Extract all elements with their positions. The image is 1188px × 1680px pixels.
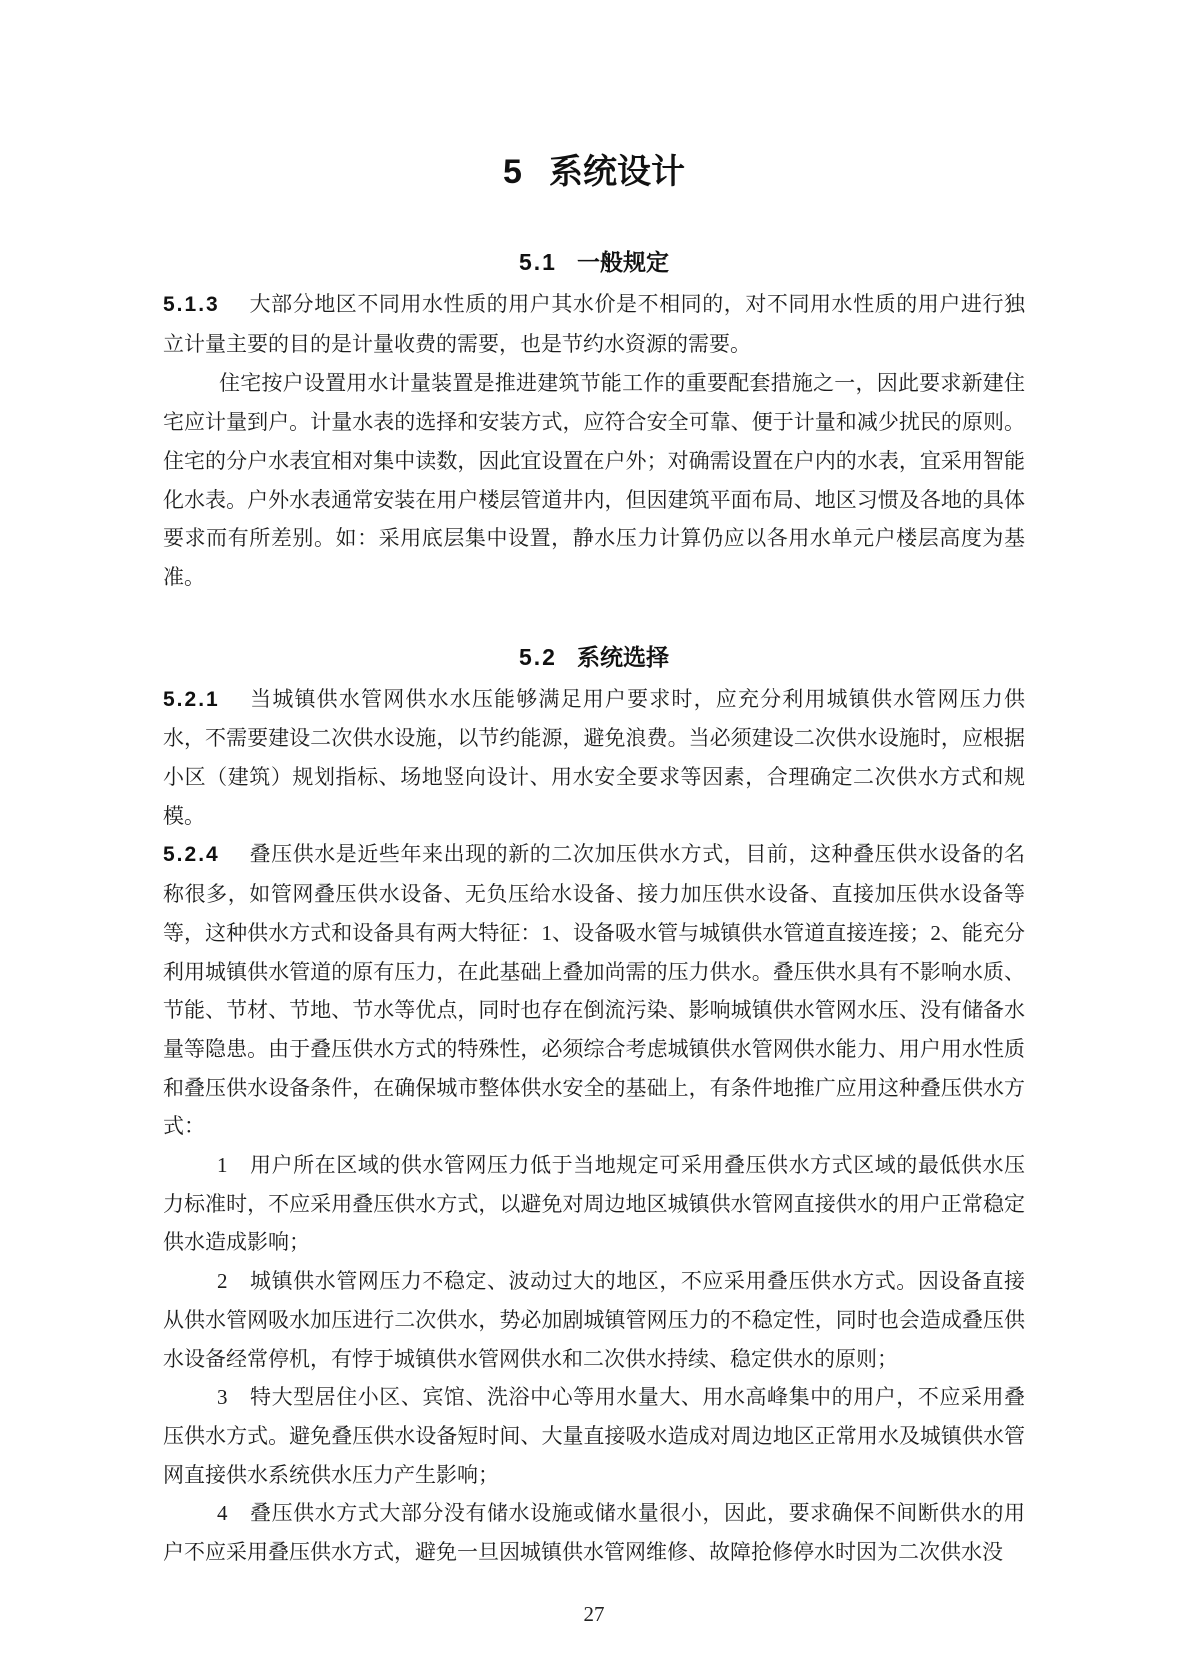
section-number: 5.2 — [519, 643, 557, 670]
clause-5-2-4 — [163, 835, 1025, 1146]
item-text: 特大型居住小区、宾馆、洗浴中心等用水量大、用水高峰集中的用户，不应采用叠压供水方式。避免叠压供水设备短时间、大量直接吸水造成对周边地区正常用水及城镇供水管网直接供水系统供水压力产生影响； — [163, 1385, 1025, 1487]
clause-number: 5.1.3 — [163, 293, 220, 316]
clause-5-2-1 — [163, 680, 1025, 836]
item-text: 用户所在区域的供水管网压力低于当地规定可采用叠压供水方式区域的最低供水压力标准时，不应采用叠压供水方式，以避免对周边地区城镇供水管网直接供水的用户正常稳定供水造成影响； — [163, 1153, 1025, 1255]
chapter-title — [163, 152, 1025, 192]
clause-number: 5.2.4 — [163, 843, 220, 867]
section-number: 5.1 — [519, 249, 557, 275]
page-number: 27 — [583, 1601, 605, 1626]
paragraph-text: 住宅按户设置用水计量装置是推进建筑节能工作的重要配套措施之一，因此要求新建住宅应计量到户。计量水表的选择和安装方式，应符合安全可靠、便于计量和减少扰民的原则。住宅的分户水表宜相对集中读数，因此宜设置在户外；对确需设置在户内的水表，宜采用智能化水表。户外水表通常安装在用户楼层管道井内，但因建筑平面布局、地区习惯及各地的具体要求而有所差别。如：采用底层集中设置，静水压力计算仍应以各用水单元户楼层高度为基准。 — [163, 371, 1025, 589]
section-title-text: 一般规定 — [576, 249, 669, 275]
item-text: 叠压供水方式大部分没有储水设施或储水量很小，因此，要求确保不间断供水的用户不应采用叠压供水方式，避免一旦因城镇供水管网维修、故障抢修停水时因为二次供水没 — [163, 1501, 1025, 1565]
list-item-4 — [163, 1494, 1025, 1571]
chapter-title-text: 系统设计 — [548, 153, 685, 191]
item-number: 1 — [217, 1153, 228, 1178]
section-title-text: 系统选择 — [576, 643, 669, 670]
list-item-3 — [163, 1378, 1025, 1494]
clause-text: 大部分地区不同用水性质的用户其水价是不相同的，对不同用水性质的用户进行独立计量主要的目的是计量收费的需要，也是节约水资源的需要。 — [163, 292, 1025, 356]
commentary-paragraph — [163, 364, 1025, 596]
item-text: 城镇供水管网压力不稳定、波动过大的地区，不应采用叠压供水方式。因设备直接从供水管网吸水加压进行二次供水，势必加剧城镇管网压力的不稳定性，同时也会造成叠压供水设备经常停机，有悖于城镇供水管网供水和二次供水持续、稳定供水的原则； — [163, 1269, 1025, 1371]
clause-text: 叠压供水是近些年来出现的新的二次加压供水方式，目前，这种叠压供水设备的名称很多，如管网叠压供水设备、无负压给水设备、接力加压供水设备、直接加压供水设备等等，这种供水方式和设备具有两大特征：1、设备吸水管与城镇供水管道直接连接；2、能充分利用城镇供水管道的原有压力，在此基础上叠加尚需的压力供水。叠压供水具有不影响水质、节能、节材、节地、节水等优点，同时也存在倒流污染、影响城镇供水管网水压、没有储备水量等隐患。由于叠压供水方式的特殊性，必须综合考虑城镇供水管网供水能力、用户用水性质和叠压供水设备条件，在确保城市整体供水安全的基础上，有条件地推广应用这种叠压供水方式： — [163, 842, 1025, 1139]
section-heading-5-1 — [163, 248, 1025, 276]
list-item-2 — [163, 1262, 1025, 1378]
section-heading-5-2 — [163, 643, 1025, 671]
page-content — [163, 152, 1025, 1629]
chapter-number: 5 — [503, 153, 523, 191]
clause-number: 5.2.1 — [163, 687, 220, 711]
item-number: 2 — [217, 1269, 228, 1294]
list-item-1 — [163, 1146, 1025, 1262]
clause-5-1-3 — [163, 285, 1025, 363]
clause-text: 当城镇供水管网供水水压能够满足用户要求时，应充分利用城镇供水管网压力供水，不需要建设二次供水设施，以节约能源，避免浪费。当必须建设二次供水设施时，应根据小区（建筑）规划指标、场地竖向设计、用水安全要求等因素，合理确定二次供水方式和规模。 — [163, 686, 1025, 828]
item-number: 3 — [217, 1385, 228, 1410]
item-number: 4 — [217, 1501, 228, 1526]
